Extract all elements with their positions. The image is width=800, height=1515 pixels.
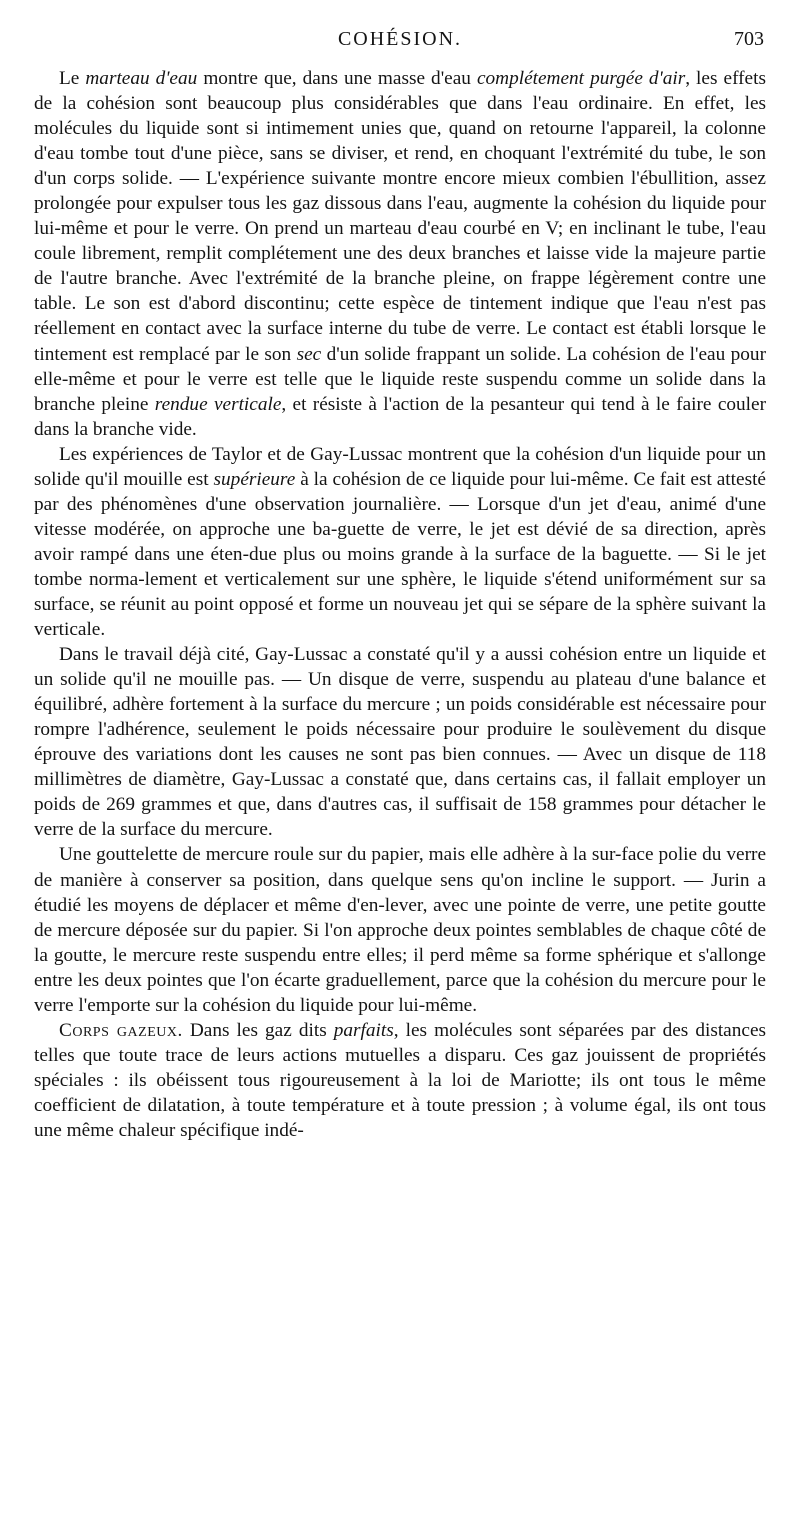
paragraph-gay-lussac-mercure [34,642,766,842]
text-run: Dans le travail déjà cité, Gay-Lussac a constaté qu'il y a aussi cohésion entre un liquide et un solide qu'il ne mouille pas. — Un disque de verre, suspendu au plateau d'une balance et équilibré, adhère fortement à la surface du mercure ; un poids considérable est nécessaire pour rompre l'adhérence, seulement le poids nécessaire pour produire le soulèvement du disque éprouve des variations dont les causes ne sont pas bien connues. — Avec un disque de 118 millimètres de diamètre, Gay-Lussac a constaté que, dans certains cas, il fallait employer un poids de 269 grammes et que, dans d'autres cas, il suffisait de 158 grammes pour détacher le verre de la surface du mercure. [34,644,766,841]
emphasis-text: parfaits [333,1019,394,1041]
text-run: , et résiste à l'action de la pesanteur qui tend à le faire couler dans la branche vide. [34,393,766,440]
section-heading: Corps gazeux. [59,1019,183,1041]
text-run: à la cohésion de ce liquide pour lui-même. Ce fait est attesté par des phénomènes d'une observation journalière. — Lorsque d'un jet d'eau, animé d'une vitesse modérée, on approche une ba-guette de verre, le jet est dévié de sa direction, après avoir rampé dans une éten-due plus ou moins grande à la surface de la baguette. — Si le jet tombe norma-lement et verticalement sur une sphère, le liquide s'étend uniformément sur sa surface, se réunit au point opposé et forme un nouveau jet qui se sépare de la sphère suivant la verticale. [34,468,766,641]
text-run: Le [59,68,86,89]
text-run: Les expériences de Taylor et de Gay-Lussac montrent que la cohésion d'un liquide pour un solide qu'il mouille est [34,443,766,490]
emphasis-text: supérieure [213,468,296,490]
text-run: , les effets de la cohésion sont beaucoup plus considérables que dans l'eau ordinaire. En effet, les molécules du liquide sont si intimement unies que, quand on retourne l'appareil, la colonne d'eau tombe tout d'une pièce, sans se diviser, et rend, en choquant l'extrémité du tube, le son d'un corps solide. — L'expérience suivante montre encore mieux combien l'ébullition, assez prolongée pour expulser tous les gaz dissous dans l'eau, augmente la cohésion du liquide pour lui-même et pour le verre. On prend un marteau d'eau courbé en V; en inclinant le tube, l'eau coule librement, remplit complétement une des deux branches et laisse vide la majeure partie de l'autre branche. Avec l'extrémité de la branche pleine, on frappe légèrement contre une table. Le son est d'abord discontinu; cette espèce de tintement indique que l'eau n'est pas réellement en contact avec la surface interne du tube de verre. Le contact est établi lorsque le tintement est remplacé par le son [34,68,766,365]
paragraph-taylor-gay-lussac [34,442,766,642]
body-text [34,66,766,1143]
emphasis-text: rendue verticale [154,393,282,415]
text-run: Dans les gaz dits [182,1019,334,1041]
text-run: montre que, dans une masse d'eau [197,68,477,89]
running-title: COHÉSION. [337,28,463,50]
paragraph-marteau-d-eau [34,66,766,442]
text-run: d'un solide frappant un solide. La cohésion de l'eau pour elle-même et pour le verre est telle que le liquide reste suspendu comme un solide dans la branche pleine [34,343,766,415]
page-number: 703 [734,28,764,50]
emphasis-text: marteau d'eau [85,68,198,89]
emphasis-text: complétement purgée d'air [476,68,686,89]
emphasis-text: sec [296,343,322,365]
paragraph-corps-gazeux [34,1018,766,1143]
running-head [0,28,800,56]
paragraph-gouttelette-mercure [34,842,766,1017]
text-run: , les molécules sont séparées par des distances telles que toute trace de leurs actions mutuelles a disparu. Ces gaz jouissent de propriétés spéciales : ils obéissent tous rigoureusement à la loi de Mariotte; ils ont tous le même coefficient de dilatation, à toute température et à toute pression ; à volume égal, ils ont tous une même chaleur spécifique indé- [34,1019,767,1141]
text-run: Une gouttelette de mercure roule sur du papier, mais elle adhère à la sur-face polie du verre de manière à conserver sa position, dans quelque sens qu'on incline le support. — Jurin a étudié les moyens de déplacer et même d'en-lever, avec une pointe de verre, une petite goutte de mercure déposée sur du papier. Si l'on approche deux pointes semblables de chaque côté de la goutte, le mercure reste suspendu entre elles; il perd même sa forme sphérique et s'allonge entre les deux pointes que l'on écarte graduellement, parce que la cohésion du mercure pour le verre l'emporte sur la cohésion du liquide pour lui-même. [34,844,766,1016]
